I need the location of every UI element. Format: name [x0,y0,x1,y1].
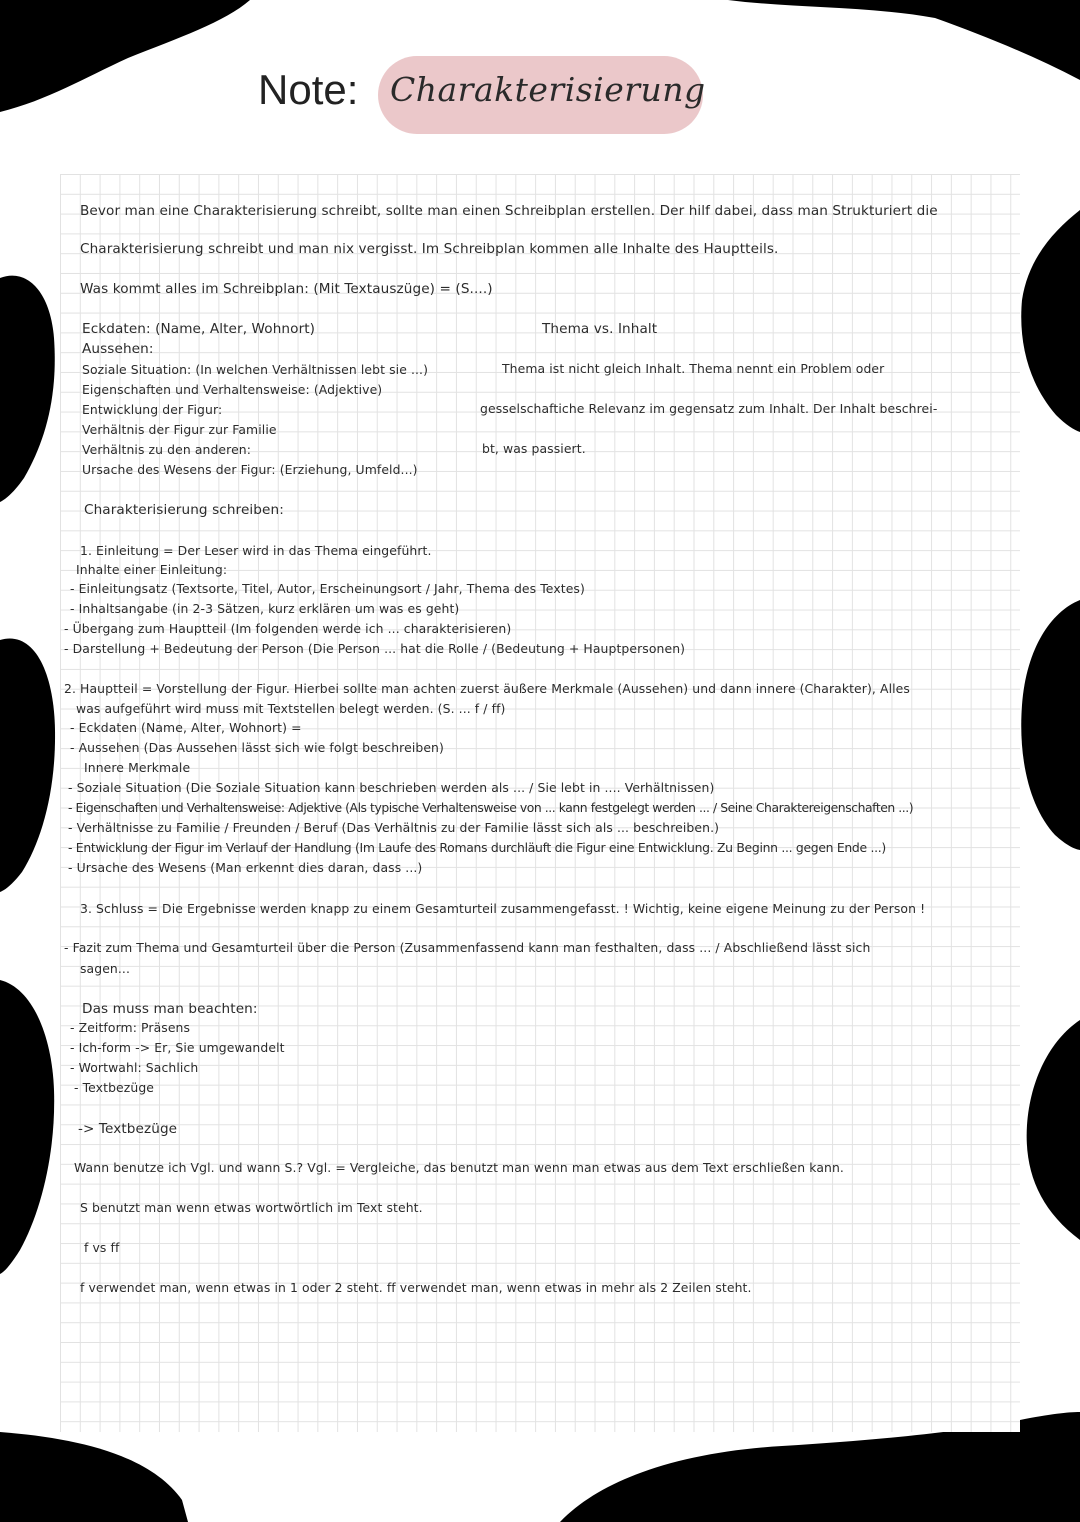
hauptteil-line: - Verhältnisse zu Familie / Freunden / Beruf (Das Verhältnis zu der Familie lässt sich als ... beschreiben.) [68,820,720,835]
schluss-line: 3. Schluss = Die Ergebnisse werden knapp zu einem Gesamturteil zusammengefasst. ! Wichtig, keine eigene Meinung zu der Person ! [80,901,926,916]
note-label: Note: [258,66,359,113]
einleitung-line: - Darstellung + Bedeutung der Person (Die Person ... hat die Rolle / (Bedeutung + Hauptpersonen) [64,641,686,656]
cow-spot [728,0,1080,80]
beachten-item: - Textbezüge [74,1080,155,1095]
intro-line: Was kommt alles im Schreibplan: (Mit Textauszüge) = (S....) [80,281,493,297]
einleitung-line: 1. Einleitung = Der Leser wird in das Thema eingeführt. [80,543,432,558]
plan-item: Verhältnis der Figur zur Familie [82,422,277,437]
thema-line: bt, was passiert. [482,441,586,456]
cow-spot [0,1432,188,1522]
page-title: Charakterisierung [390,70,706,109]
hauptteil-line: Innere Merkmale [84,760,191,775]
thema-line: gesselschaftiche Relevanz im gegensatz zum Inhalt. Der Inhalt beschrei- [480,401,938,416]
plan-item: Eckdaten: (Name, Alter, Wohnort) [82,321,316,337]
beachten-item: - Zeitform: Präsens [70,1020,191,1035]
cow-spot [1021,600,1080,850]
textbezuege-line: S benutzt man wenn etwas wortwörtlich im Text steht. [80,1200,423,1215]
hauptteil-line: - Aussehen (Das Aussehen lässt sich wie folgt beschreiben) [70,740,444,755]
textbezuege-heading: -> Textbezüge [78,1121,178,1137]
beachten-item: - Ich-form -> Er, Sie umgewandelt [70,1040,285,1055]
hauptteil-line: - Eigenschaften und Verhaltensweise: Adjektive (Als typische Verhaltensweise von ... kann festgelegt werden ... / Seine Charaktereigenschaften ...) [68,800,914,815]
einleitung-line: - Übergang zum Hauptteil (Im folgenden werde ich ... charakterisieren) [64,621,512,636]
title-pill [378,56,706,134]
schreiben-heading: Charakterisierung schreiben: [84,502,284,518]
hauptteil-line: - Eckdaten (Name, Alter, Wohnort) = [70,720,302,735]
hauptteil-line: - Soziale Situation (Die Soziale Situation kann beschrieben werden als ... / Sie lebt in .... Verhältnissen) [68,780,715,795]
intro-line: Charakterisierung schreibt und man nix vergisst. Im Schreibplan kommen alle Inhalte des Hauptteils. [80,241,779,257]
plan-item: Entwicklung der Figur: [82,402,223,417]
grid-paper [60,174,1020,1432]
textbezuege-line: f verwendet man, wenn etwas in 1 oder 2 steht. ff verwendet man, wenn etwas in mehr als 2 Zeilen steht. [80,1280,752,1295]
beachten-heading: Das muss man beachten: [82,1001,258,1017]
hauptteil-line: - Entwicklung der Figur im Verlauf der Handlung (Im Laufe des Romans durchläuft die Figur eine Entwicklung. Zu Beginn ... gegen Ende ...) [68,840,886,855]
hauptteil-line: was aufgeführt wird muss mit Textstellen belegt werden. (S. ... f / ff) [76,701,506,716]
thema-line: Thema ist nicht gleich Inhalt. Thema nennt ein Problem oder [502,361,885,376]
beachten-item: - Wortwahl: Sachlich [70,1060,199,1075]
plan-item: Soziale Situation: (In welchen Verhältnissen lebt sie ...) [82,362,429,377]
f-vs-ff-heading: f vs ff [84,1240,120,1255]
plan-item: Verhältnis zu den anderen: [82,442,252,457]
cow-spot [0,276,55,502]
thema-heading: Thema vs. Inhalt [542,321,658,337]
cow-spot [1021,210,1080,432]
cow-spot [0,980,54,1274]
cow-spot [0,0,250,112]
hauptteil-line: 2. Hauptteil = Vorstellung der Figur. Hierbei sollte man achten zuerst äußere Merkmale (Aussehen) und dann innere (Charakter), Alles [64,681,910,696]
plan-item: Ursache des Wesens der Figur: (Erziehung, Umfeld...) [82,462,418,477]
schluss-line: - Fazit zum Thema und Gesamturteil über die Person (Zusammenfassend kann man festhalten, dass ... / Abschließend lässt sich [64,940,871,955]
plan-item: Aussehen: [82,341,154,357]
einleitung-line: - Einleitungsatz (Textsorte, Titel, Autor, Erscheinungsort / Jahr, Thema des Textes) [70,581,585,596]
intro-line: Bevor man eine Charakterisierung schreibt, sollte man einen Schreibplan erstellen. Der hilf dabei, dass man Strukturiert die [80,203,938,219]
textbezuege-line: Wann benutze ich Vgl. und wann S.? Vgl. = Vergleiche, das benutzt man wenn man etwas aus dem Text erschließen kann. [74,1160,844,1175]
einleitung-line: Inhalte einer Einleitung: [76,562,228,577]
schluss-line: sagen... [80,961,131,976]
cow-spot [0,639,55,892]
hauptteil-line: - Ursache des Wesens (Man erkennt dies daran, dass ...) [68,860,423,875]
cow-spot [1027,1020,1080,1240]
plan-item: Eigenschaften und Verhaltensweise: (Adjektive) [82,382,383,397]
einleitung-line: - Inhaltsangabe (in 2-3 Sätzen, kurz erklären um was es geht) [70,601,460,616]
